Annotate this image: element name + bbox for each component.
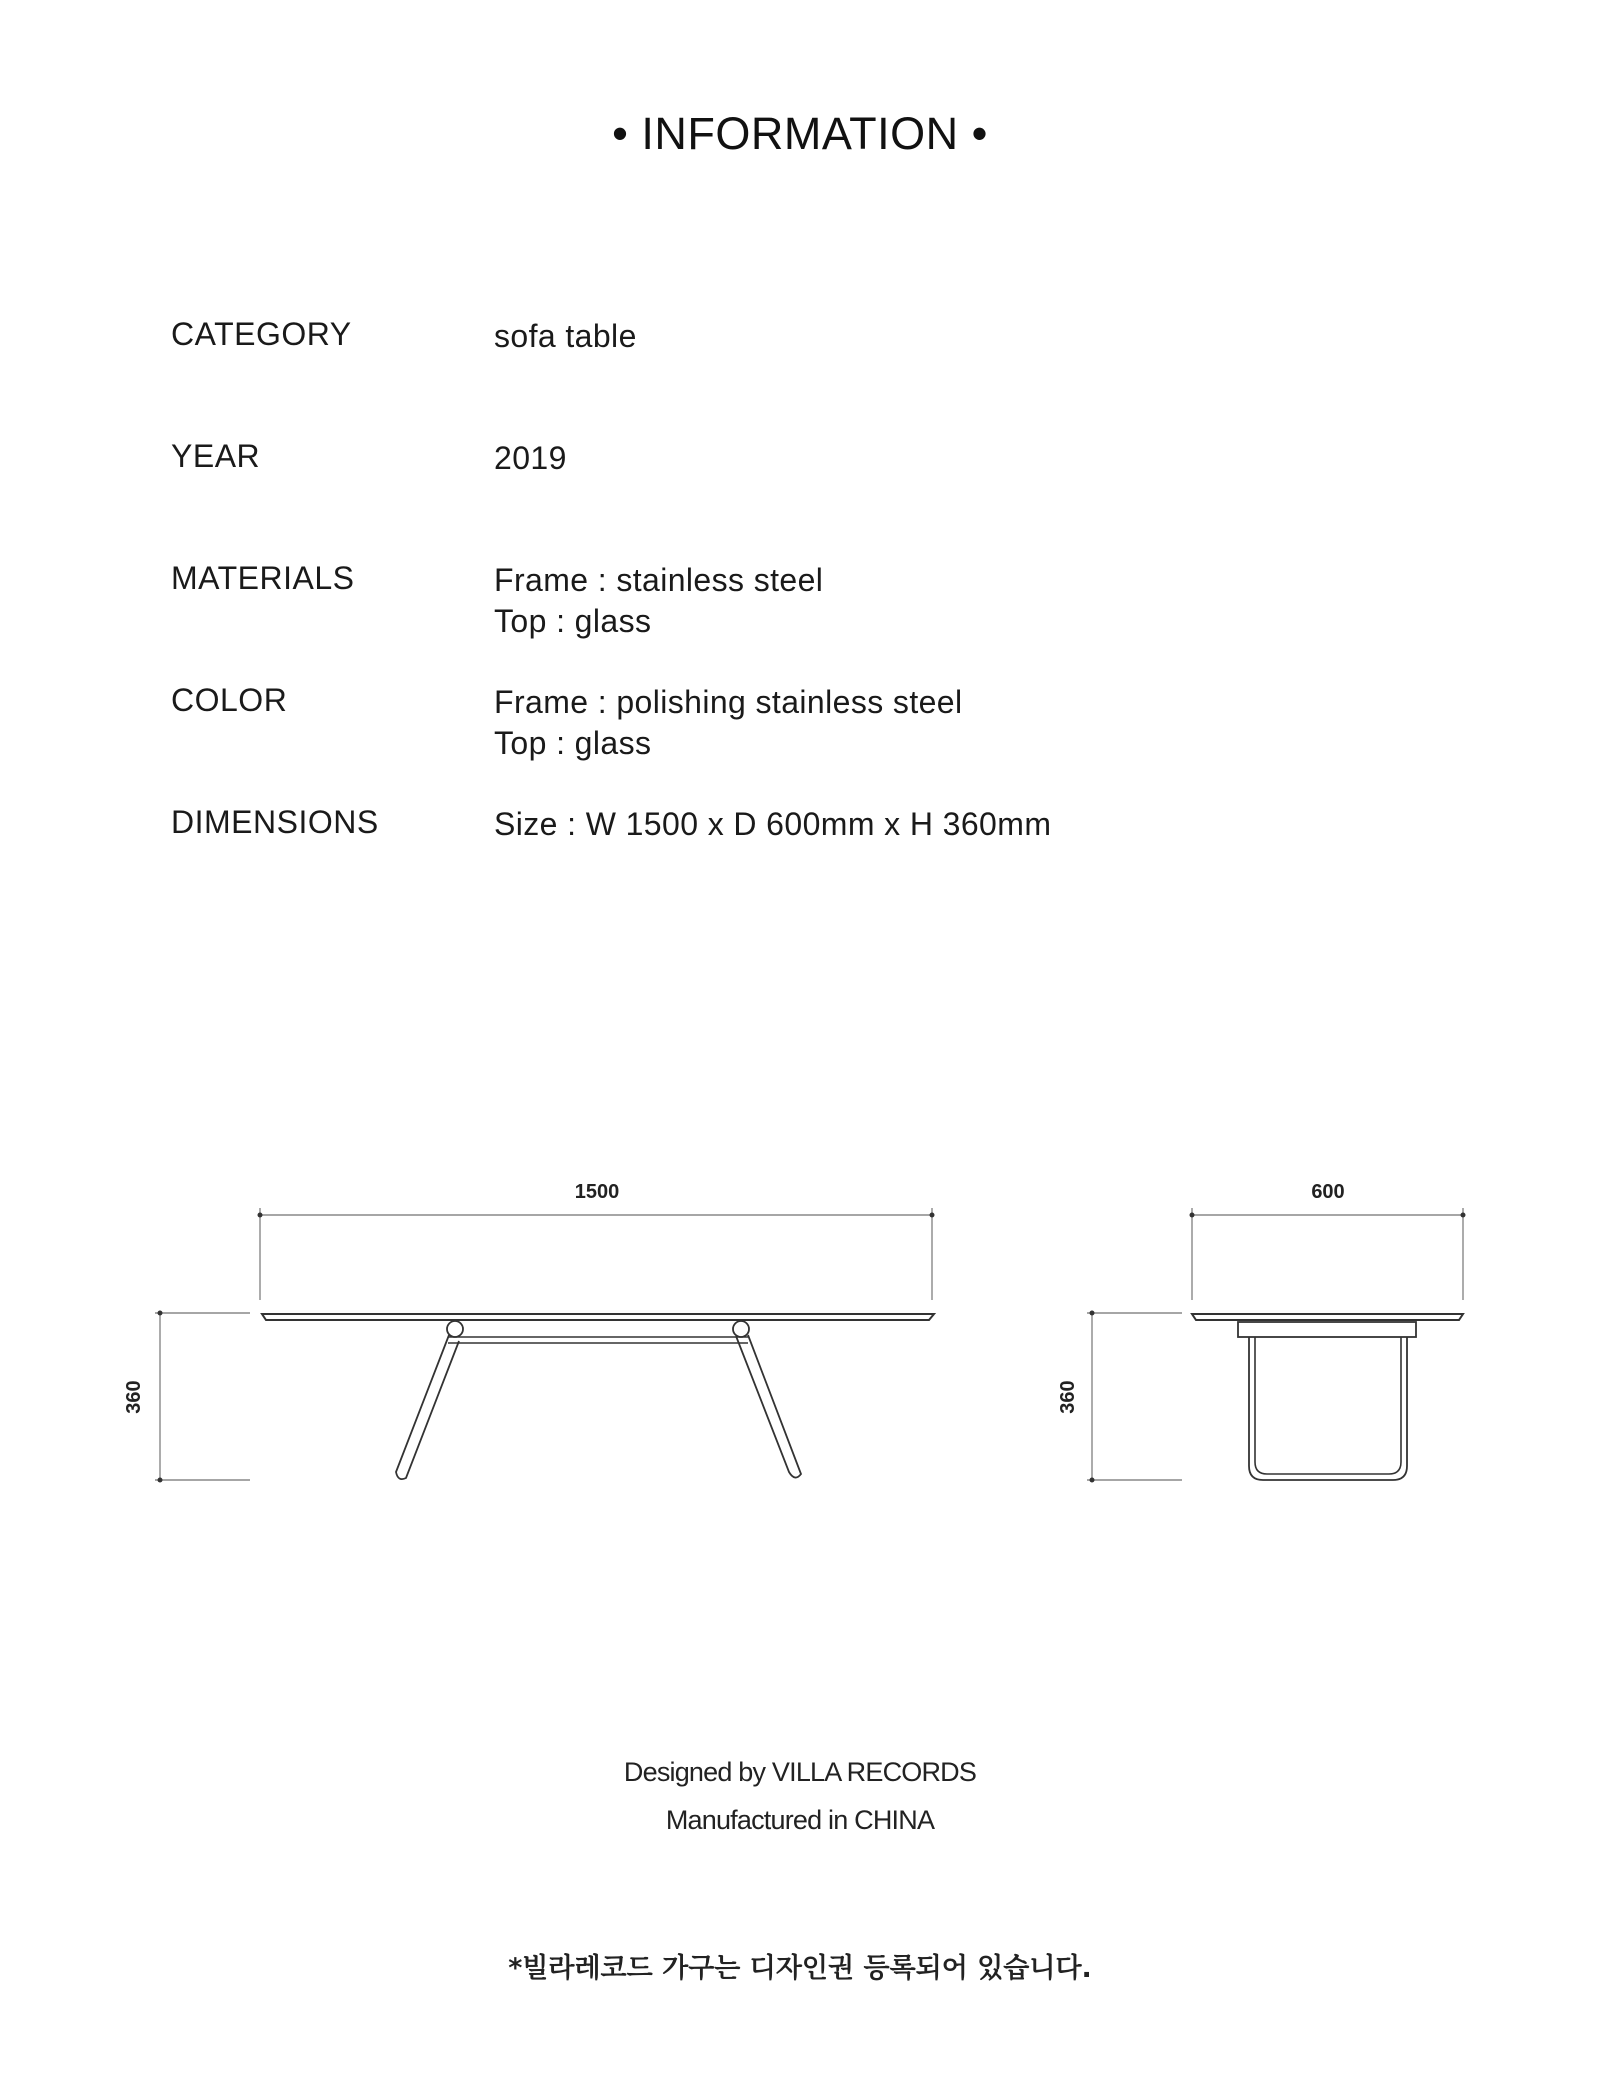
spec-value-line: sofa table [494, 318, 637, 354]
spec-value-line: Top : glass [494, 603, 652, 639]
spec-value-line: 2019 [494, 440, 567, 476]
spec-value-line: Top : glass [494, 725, 652, 761]
front-joint-left [447, 1321, 463, 1337]
side-frame-block [1238, 1322, 1416, 1337]
spec-value-year [494, 438, 567, 479]
spec-label-year: YEAR [171, 438, 261, 474]
front-height-label: 360 [123, 1380, 145, 1414]
front-height-dimension [155, 1313, 250, 1480]
spec-value-category [494, 316, 637, 357]
page-title: • INFORMATION • [612, 108, 988, 159]
spec-value-line: Size : W 1500 x D 600mm x H 360mm [494, 806, 1052, 842]
spec-value-materials [494, 560, 823, 642]
side-view [1087, 1208, 1466, 1483]
front-width-label: 1500 [574, 1181, 620, 1203]
front-leg-right [736, 1335, 801, 1478]
side-u-frame-inner [1255, 1337, 1401, 1474]
side-glass-top [1192, 1314, 1463, 1320]
spec-label-category: CATEGORY [171, 316, 352, 352]
side-u-frame-outer [1249, 1337, 1407, 1480]
spec-label-color: COLOR [171, 682, 288, 718]
side-height-dimension [1087, 1313, 1182, 1480]
front-width-dimension [260, 1208, 932, 1300]
spec-value-dimensions [494, 804, 1051, 845]
designed-by-text: Designed by VILLA RECORDS [623, 1757, 977, 1787]
side-depth-label: 600 [1311, 1181, 1345, 1203]
spec-label-materials: MATERIALS [171, 560, 355, 596]
spec-value-line: Frame : polishing stainless steel [494, 684, 963, 720]
spec-value-line: Frame : stainless steel [494, 562, 824, 598]
front-glass-top [262, 1314, 934, 1320]
front-joint-right [733, 1321, 749, 1337]
dimension-drawing [0, 1160, 1600, 1520]
design-registration-notice: *빌라레코드 가구는 디자인권 등록되어 있습니다. [508, 1953, 1092, 1984]
front-view [155, 1208, 935, 1483]
side-height-label: 360 [1057, 1380, 1079, 1414]
manufactured-text: Manufactured in CHINA [665, 1805, 935, 1835]
spec-value-color [494, 682, 963, 764]
spec-label-dimensions: DIMENSIONS [171, 804, 379, 840]
front-leg-left [396, 1335, 459, 1479]
side-depth-dimension [1192, 1208, 1463, 1300]
